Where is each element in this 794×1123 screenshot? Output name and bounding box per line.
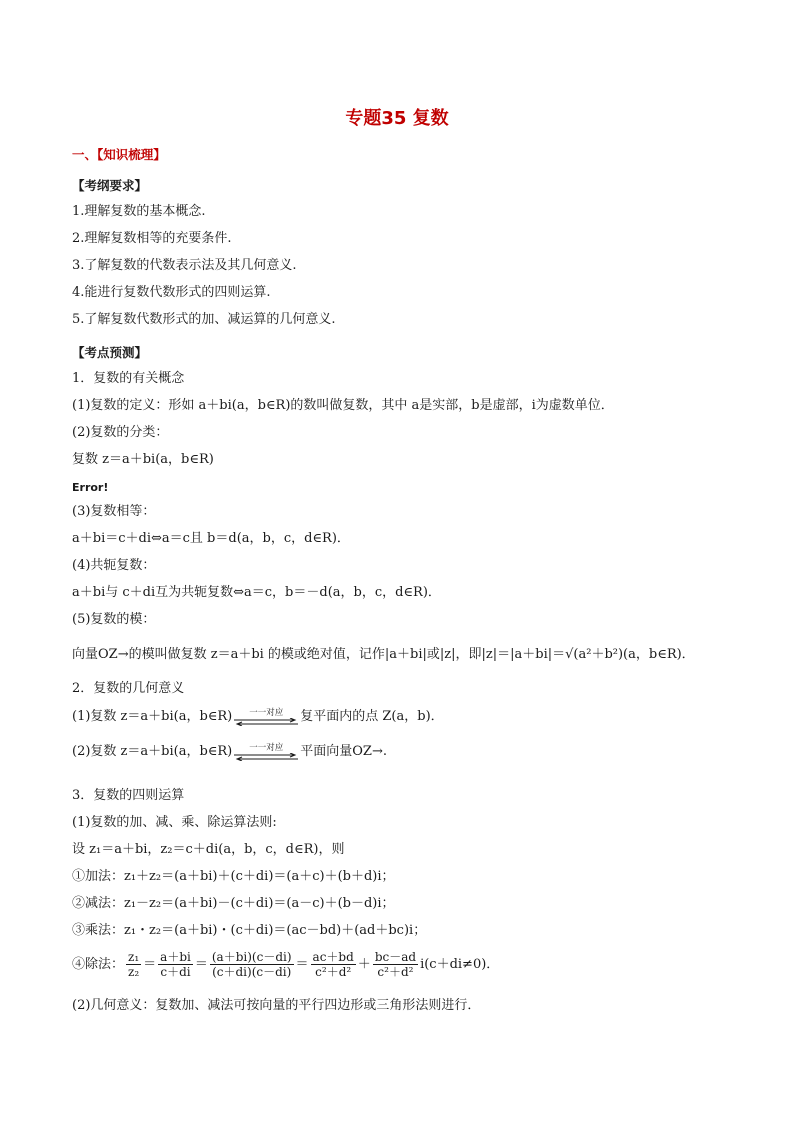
division-rule: ④除法： $\frac{\text{z₁}}{\text{z₂}}$ ＝ $\frac{a+bi}{c+di}$ ＝ $\frac{(a+bi)(c-di)}{(c+di)(c-di)}$ ＝ $\frac{ac+bd}{\text{c²＋d²}}$ ＋ $\frac{bc-ad}{\text{c²＋d²}}$ i(c＋di≠0)． <box>72 950 500 979</box>
page-title: 专题35 复数 <box>345 108 449 129</box>
fraction <box>126 950 141 979</box>
geo-left-text: (2)复数 z＝a＋bi(a，b∈R) <box>72 744 233 759</box>
correspondence-arrow <box>234 709 298 726</box>
topic-title: 3．复数的四则运算 <box>72 788 185 803</box>
syllabus-item: 1.理解复数的基本概念. <box>72 204 206 219</box>
topic-title: 2．复数的几何意义 <box>72 681 185 696</box>
fraction-numerator: z₁ <box>128 950 140 964</box>
section-heading: 一、【知识梳理】 <box>72 147 166 162</box>
fraction-denominator: c＋di <box>160 965 191 979</box>
fraction-numerator: (a＋bi)(c－di) <box>211 950 292 964</box>
fraction-denominator: (c＋di)(c－di) <box>212 965 292 979</box>
fraction <box>373 950 418 979</box>
syllabus-item: 4.能进行复数代数形式的四则运算. <box>72 285 271 300</box>
forecast-heading: 【考点预测】 <box>72 345 148 360</box>
operations-title: (1)复数的加、减、乘、除运算法则: <box>72 815 277 830</box>
subtraction-rule: ②减法：z₁－z₂＝(a＋bi)－(c＋di)＝(a－c)＋(b－d)i； <box>72 896 395 911</box>
syllabus-heading: 【考纲要求】 <box>72 178 148 193</box>
double-arrow-icon <box>234 753 298 761</box>
conjugate-title: (4)共轭复数： <box>72 558 156 573</box>
syllabus-item: 3.了解复数的代数表示法及其几何意义. <box>72 258 297 273</box>
geo-right-text: 复平面内的点 Z(a，b)． <box>300 709 444 724</box>
division-suffix: i(c＋di≠0)． <box>420 956 500 972</box>
geo-left-text: (1)复数 z＝a＋bi(a，b∈R) <box>72 709 233 724</box>
syllabus-item: 5.了解复数代数形式的加、减运算的几何意义. <box>72 312 336 327</box>
modulus-line: 向量OZ→的模叫做复数 z＝a＋bi 的模或绝对值，记作|a＋bi|或|z|，即|z|＝|a＋bi|＝√(a²＋b²)(a，b∈R)． <box>72 647 695 662</box>
error-text: Error! <box>72 481 109 494</box>
division-prefix: ④除法： <box>72 956 125 972</box>
classification-line: 复数 z＝a＋bi(a，b∈R) <box>72 452 214 467</box>
modulus-title: (5)复数的模： <box>72 612 156 627</box>
fraction <box>210 950 294 979</box>
equality-line: a＋bi＝c＋di⇔a＝c且 b＝d(a，b，c，d∈R)． <box>72 531 350 546</box>
fraction-denominator: c²＋d² <box>377 965 414 979</box>
correspondence-label: 一一对应 <box>249 708 284 718</box>
fraction <box>311 950 356 979</box>
conjugate-line: a＋bi与 c＋di互为共轭复数⇔a＝c，b＝－d(a，b，c，d∈R)． <box>72 585 441 600</box>
double-arrow-icon <box>234 718 298 726</box>
fraction <box>158 950 193 979</box>
definition-line: (1)复数的定义：形如 a＋bi(a，b∈R)的数叫做复数，其中 a是实部，b是虚部，i为虚数单位． <box>72 398 614 413</box>
addition-rule: ①加法：z₁＋z₂＝(a＋bi)＋(c＋di)＝(a＋c)＋(b＋d)i； <box>72 869 395 884</box>
fraction-denominator: c²＋d² <box>315 965 352 979</box>
geometric-meaning-vector <box>72 743 387 761</box>
syllabus-item: 2.理解复数相等的充要条件. <box>72 231 232 246</box>
multiplication-rule: ③乘法：z₁・z₂＝(a＋bi)・(c＋di)＝(ac－bd)＋(ad＋bc)i； <box>72 923 427 938</box>
fraction-numerator: bc－ad <box>374 950 417 964</box>
correspondence-arrow <box>234 744 298 761</box>
correspondence-label: 一一对应 <box>249 743 284 753</box>
fraction-numerator: a＋bi <box>160 950 191 964</box>
topic-title: 1．复数的有关概念 <box>72 371 185 386</box>
operations-setup: 设 z₁＝a＋bi，z₂＝c＋di(a，b，c，d∈R)，则 <box>72 842 345 857</box>
fraction-denominator: z₂ <box>128 965 140 979</box>
fraction-numerator: ac＋bd <box>312 950 354 964</box>
geo-right-text: 平面向量OZ→. <box>300 744 387 759</box>
geometric-meaning-point <box>72 708 444 726</box>
equality-title: (3)复数相等： <box>72 504 156 519</box>
geometric-meaning-ops: (2)几何意义：复数加、减法可按向量的平行四边形或三角形法则进行． <box>72 998 481 1013</box>
classification-title: (2)复数的分类： <box>72 425 169 440</box>
